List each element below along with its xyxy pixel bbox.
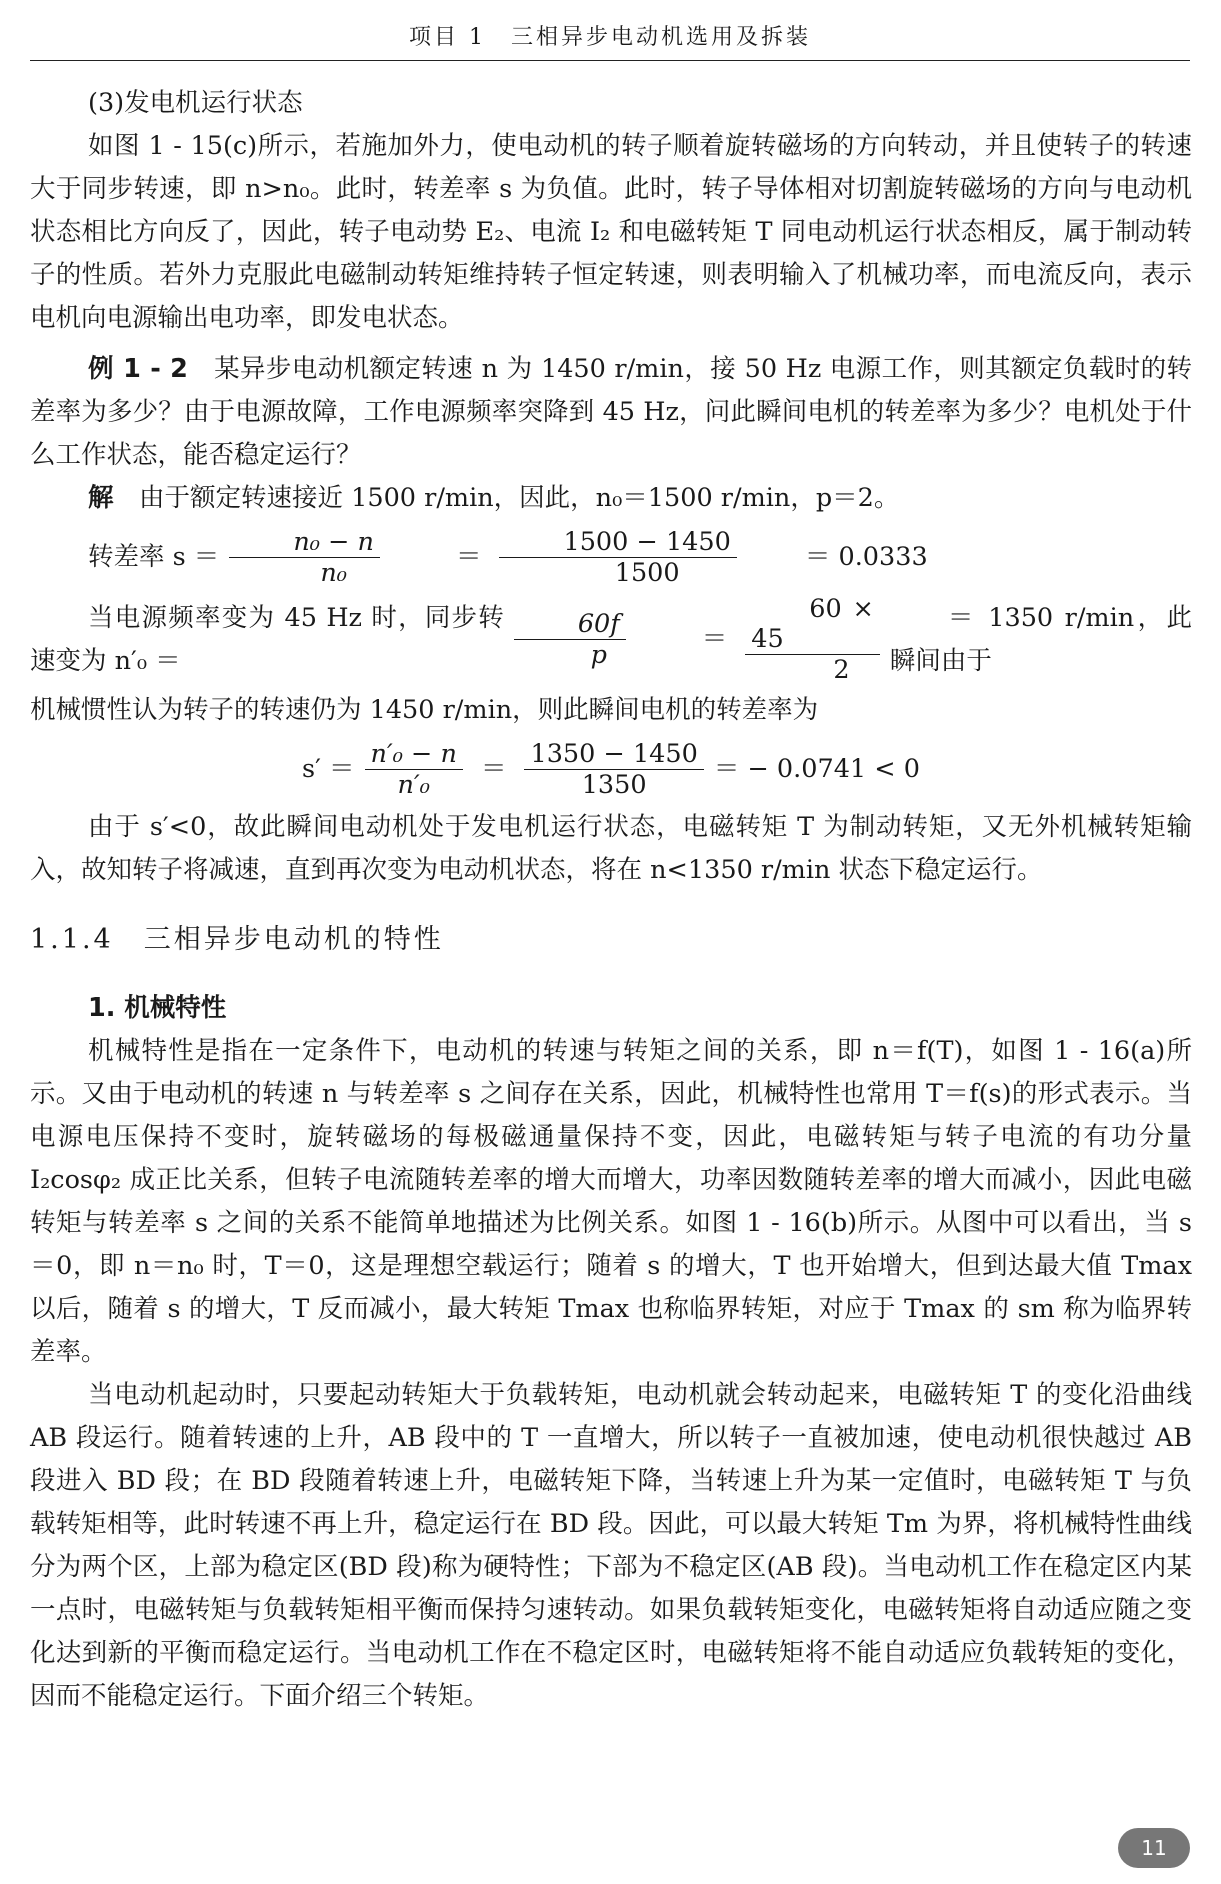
formula-1-equals: ＝ (455, 541, 482, 572)
formula-1-numerator-b: 1500 − 1450 (499, 527, 736, 558)
paragraph-mechanical-2: 当电动机起动时，只要起动转矩大于负载转矩，电动机就会转动起来，电磁转矩 T 的变化沿曲线 AB 段运行。随着转速的上升，AB 段中的 T 一直增大，所以转子一直被加速，使电动机很快越过 AB 段进入 BD 段；在 BD 段随着转速上升，电磁转矩下降，当转速上升为某一定值时，电磁转矩 T 与负载转矩相等，此时转速不再上升，稳定运行在 BD 段。因此，可以最大转矩 Tm 为界，将机械特性曲线分为两个区，上部为稳定区(BD 段)称为硬特性；下部为不稳定区(AB 段)。当电动机工作在稳定区内某一点时，电磁转矩与负载转矩相平衡而保持匀速转动。如果负载转矩变化，电磁转矩将自动适应随之变化达到新的平衡而稳定运行。当电动机工作在不稳定区时，电磁转矩将不能自动适应负载转矩的变化，因而不能稳定运行。下面介绍三个转矩。 (30, 1380, 1192, 1711)
paragraph-inertia: 机械惯性认为转子的转速仍为 1450 r/min，则此瞬间电机的转差率为 (30, 695, 819, 725)
paragraph-mechanical-1: 机械特性是指在一定条件下，电动机的转速与转矩之间的关系，即 n＝f(T)，如图 1 - 16(a)所示。又由于电动机的转速 n 与转差率 s 之间存在关系，因此，机械特性也常用 T＝f(s)的形式表示。当电源电压保持不变时，旋转磁场的每极磁通量保持不变，因此，电磁转矩与转子电流的有功分量 I₂cosφ₂ 成正比关系，但转子电流随转差率的增大而增大，功率因数随转差率的增大而减小，因此电磁转矩与转差率 s 之间的关系不能简单地描述为比例关系。如图 1 - 16(b)所示。从图中可以看出，当 s＝0，即 n＝n₀ 时，T＝0，这是理想空载运行；随着 s 的增大，T 也开始增大，但到达最大值 Tmax 以后，随着 s 的增大，T 反而减小，最大转矩 Tmax 也称临界转矩，对应于 Tmax 的 sm 称为临界转差率。 (30, 1036, 1192, 1367)
formula-3-numerator-b: 1350 − 1450 (524, 739, 703, 770)
formula-1-numerator-a: n₀ − n (229, 527, 380, 558)
formula-2-equals: ＝ (701, 624, 728, 654)
running-header: 项目 1 三相异步电动机选用及拆装 (409, 25, 811, 50)
example-label: 例 1 - 2 (88, 354, 188, 384)
formula-1-fraction-a (229, 527, 380, 588)
formula-3-fraction-b (524, 739, 703, 800)
formula-slip-rated (30, 524, 1192, 590)
formula-2-numerator-a: 60f (514, 609, 626, 640)
solution-label: 解 (88, 483, 114, 513)
formula-1-denominator-b: 1500 (614, 557, 680, 588)
formula-3-fraction-a (365, 739, 463, 800)
formula-3-equals: ＝ (480, 753, 507, 784)
example-1-2 (30, 348, 1192, 477)
formula-2-denominator-b: 2 (833, 655, 850, 685)
formula-2-result: ＝ 1350 r/min，此瞬间由于 (889, 602, 1192, 676)
formula-3-prefix: s′ ＝ (302, 753, 355, 784)
formula-3-result: ＝ − 0.0741 < 0 (713, 753, 920, 784)
page-body (30, 82, 1192, 1718)
formula-1-fraction-b (499, 527, 736, 588)
formula-sync-speed (30, 594, 1192, 685)
formula-2-denominator-a: p (590, 640, 607, 670)
formula-2-prefix: 当电源频率变为 45 Hz 时，同步转速变为 n′₀ ＝ (30, 602, 504, 676)
formula-1-prefix: 转差率 s ＝ (88, 541, 220, 572)
formula-slip-instant (30, 736, 1192, 802)
formula-1-result: ＝ 0.0333 (804, 541, 928, 572)
paragraph-conclusion: 由于 s′<0，故此瞬间电动机处于发电机运行状态，电磁转矩 T 为制动转矩，又无外机械转矩输入，故知转子将减速，直到再次变为电动机状态，将在 n<1350 r/min 状态下稳定运行。 (30, 812, 1192, 885)
paragraph-generator-state: 如图 1 - 15(c)所示，若施加外力，使电动机的转子顺着旋转磁场的方向转动，并且使转子的转速大于同步转速，即 n>n₀。此时，转差率 s 为负值。此时，转子导体相对切割旋转磁场的方向与电动机状态相比方向反了，因此，转子电动势 E₂、电流 I₂ 和电磁转矩 T 同电动机运行状态相反，属于制动转子的性质。若外力克服此电磁制动转矩维持转子恒定转速，则表明输入了机械功率，而电流反向，表示电机向电源输出电功率，即发电状态。 (30, 131, 1192, 333)
formula-3-numerator-a: n′₀ − n (365, 739, 463, 770)
solution (30, 477, 1192, 520)
formula-2-numerator-b: 60 × 45 (745, 594, 880, 655)
formula-2-fraction-b (745, 594, 880, 685)
example-text: 某异步电动机额定转速 n 为 1450 r/min，接 50 Hz 电源工作，则其额定负载时的转差率为多少？由于电源故障，工作电源频率突降到 45 Hz，问此瞬间电机的转差率为多少？电机处于什么工作状态，能否稳定运行？ (30, 354, 1192, 470)
formula-1-denominator-a: n₀ (320, 557, 347, 588)
header-rule (30, 60, 1190, 61)
subheading-mechanical-characteristics: 1. 机械特性 (88, 993, 227, 1023)
solution-text: 由于额定转速接近 1500 r/min，因此，n₀＝1500 r/min，p＝2。 (113, 483, 900, 513)
formula-2-fraction-a (514, 609, 626, 670)
page-number-badge: 11 (1118, 1828, 1190, 1868)
subsection-generator-state: (3)发电机运行状态 (88, 88, 303, 118)
section-title: 1.1.4 三相异步电动机的特性 (30, 924, 444, 955)
formula-3-denominator-a: n′₀ (397, 769, 430, 800)
formula-3-denominator-b: 1350 (581, 769, 647, 800)
